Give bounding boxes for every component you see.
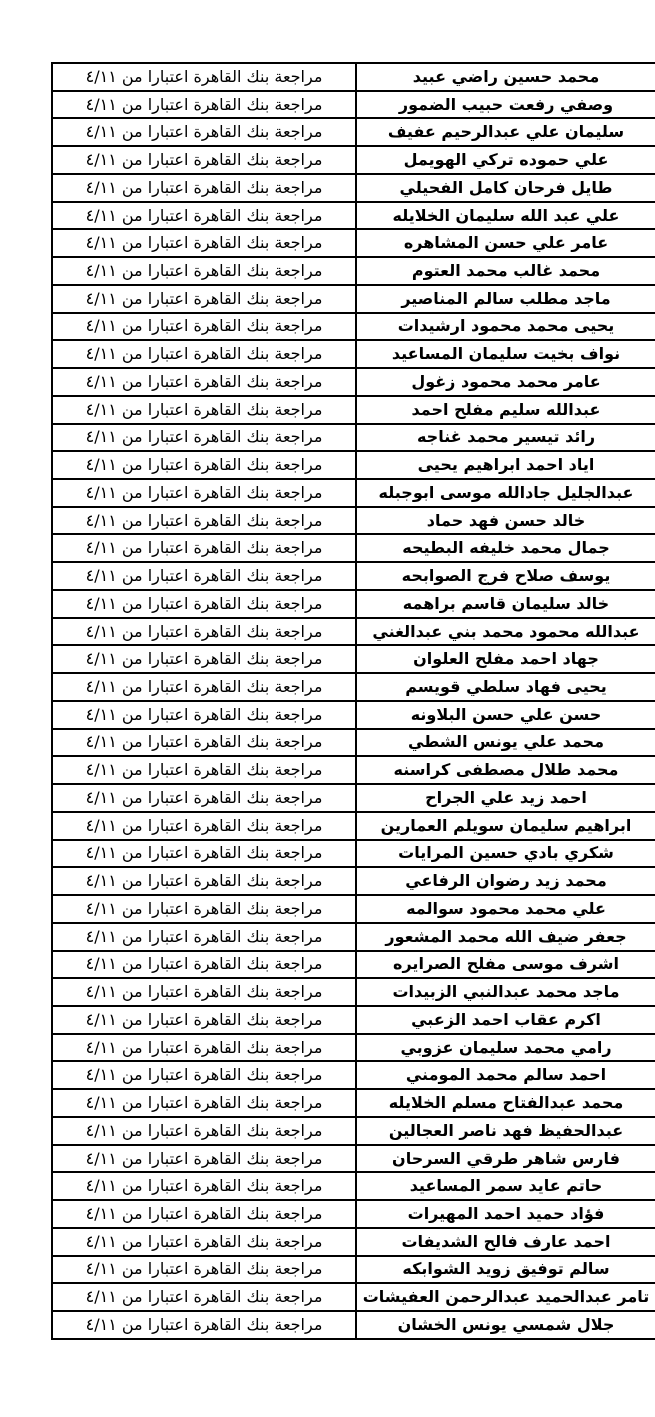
- table-row: [52, 1089, 655, 1117]
- person-name-cell: احمد سالم محمد المومني: [356, 1061, 655, 1089]
- person-name-cell: اياد احمد ابراهيم يحيى: [356, 451, 655, 479]
- person-name-cell: فؤاد حميد احمد المهيرات: [356, 1200, 655, 1228]
- review-note-cell: مراجعة بنك القاهرة اعتبارا من ٤/١١: [52, 645, 356, 673]
- review-note-cell: مراجعة بنك القاهرة اعتبارا من ٤/١١: [52, 1006, 356, 1034]
- person-name-cell: طايل فرحان كامل الفحيلي: [356, 174, 655, 202]
- review-note-cell: مراجعة بنك القاهرة اعتبارا من ٤/١١: [52, 257, 356, 285]
- person-name-cell: تامر عبدالحميد عبدالرحمن العفيشات: [356, 1283, 655, 1311]
- person-name-cell: وصفي رفعت حبيب الضمور: [356, 91, 655, 119]
- table-row: [52, 867, 655, 895]
- review-note-cell: مراجعة بنك القاهرة اعتبارا من ٤/١١: [52, 895, 356, 923]
- person-name-cell: شكري بادي حسين المرايات: [356, 840, 655, 868]
- person-name-cell: عبدالحفيظ فهد ناصر العجالين: [356, 1117, 655, 1145]
- person-name-cell: رائد تيسير محمد غناجه: [356, 424, 655, 452]
- person-name-cell: سالم توفيق زويد الشوابكه: [356, 1256, 655, 1284]
- table-row: [52, 1034, 655, 1062]
- person-name-cell: جعفر ضيف الله محمد المشعور: [356, 923, 655, 951]
- review-note-cell: مراجعة بنك القاهرة اعتبارا من ٤/١١: [52, 756, 356, 784]
- review-note-cell: مراجعة بنك القاهرة اعتبارا من ٤/١١: [52, 63, 356, 91]
- person-name-cell: حاتم عايد سمر المساعيد: [356, 1172, 655, 1200]
- review-note-cell: مراجعة بنك القاهرة اعتبارا من ٤/١١: [52, 479, 356, 507]
- table-row: [52, 1256, 655, 1284]
- review-note-cell: مراجعة بنك القاهرة اعتبارا من ٤/١١: [52, 562, 356, 590]
- person-name-cell: فارس شاهر طرقي السرحان: [356, 1145, 655, 1173]
- table-row: [52, 618, 655, 646]
- review-note-cell: مراجعة بنك القاهرة اعتبارا من ٤/١١: [52, 590, 356, 618]
- person-name-cell: يوسف صلاح فرج الصوابحه: [356, 562, 655, 590]
- person-name-cell: سليمان علي عبدالرحيم عفيف: [356, 118, 655, 146]
- review-note-cell: مراجعة بنك القاهرة اعتبارا من ٤/١١: [52, 368, 356, 396]
- person-name-cell: عبدالجليل جادالله موسى ابوجبله: [356, 479, 655, 507]
- table-row: [52, 923, 655, 951]
- table-row: [52, 812, 655, 840]
- table-row: [52, 63, 655, 91]
- review-note-cell: مراجعة بنك القاهرة اعتبارا من ٤/١١: [52, 951, 356, 979]
- table-row: [52, 91, 655, 119]
- table-row: [52, 645, 655, 673]
- review-note-cell: مراجعة بنك القاهرة اعتبارا من ٤/١١: [52, 812, 356, 840]
- review-note-cell: مراجعة بنك القاهرة اعتبارا من ٤/١١: [52, 451, 356, 479]
- review-note-cell: مراجعة بنك القاهرة اعتبارا من ٤/١١: [52, 146, 356, 174]
- table-row: [52, 534, 655, 562]
- review-note-cell: مراجعة بنك القاهرة اعتبارا من ٤/١١: [52, 424, 356, 452]
- table-row: [52, 1145, 655, 1173]
- person-name-cell: عامر علي حسن المشاهره: [356, 229, 655, 257]
- table-row: [52, 451, 655, 479]
- table-row: [52, 701, 655, 729]
- review-note-cell: مراجعة بنك القاهرة اعتبارا من ٤/١١: [52, 923, 356, 951]
- table-row: [52, 590, 655, 618]
- person-name-cell: عبدالله سليم مفلح احمد: [356, 396, 655, 424]
- table-row: [52, 396, 655, 424]
- table-row: [52, 1117, 655, 1145]
- person-name-cell: محمد زيد رضوان الرفاعي: [356, 867, 655, 895]
- table-row: [52, 285, 655, 313]
- table-row: [52, 756, 655, 784]
- table-row: [52, 729, 655, 757]
- table-row: [52, 673, 655, 701]
- table-row: [52, 507, 655, 535]
- person-name-cell: ابراهيم سليمان سويلم العمارين: [356, 812, 655, 840]
- person-name-cell: محمد علي يونس الشطي: [356, 729, 655, 757]
- table-row: [52, 1006, 655, 1034]
- table-row: [52, 340, 655, 368]
- person-name-cell: جلال شمسي يونس الخشان: [356, 1311, 655, 1339]
- table-row: [52, 562, 655, 590]
- review-note-cell: مراجعة بنك القاهرة اعتبارا من ٤/١١: [52, 396, 356, 424]
- table-row: [52, 1172, 655, 1200]
- table-row: [52, 951, 655, 979]
- table-row: [52, 479, 655, 507]
- review-note-cell: مراجعة بنك القاهرة اعتبارا من ٤/١١: [52, 1200, 356, 1228]
- review-note-cell: مراجعة بنك القاهرة اعتبارا من ٤/١١: [52, 91, 356, 119]
- person-name-cell: ماجد مطلب سالم المناصير: [356, 285, 655, 313]
- table-row: [52, 257, 655, 285]
- review-note-cell: مراجعة بنك القاهرة اعتبارا من ٤/١١: [52, 978, 356, 1006]
- person-name-cell: احمد عارف فالح الشديفات: [356, 1228, 655, 1256]
- table-row: [52, 146, 655, 174]
- person-name-cell: محمد غالب محمد العتوم: [356, 257, 655, 285]
- person-name-cell: خالد حسن فهد حماد: [356, 507, 655, 535]
- review-note-cell: مراجعة بنك القاهرة اعتبارا من ٤/١١: [52, 118, 356, 146]
- review-note-cell: مراجعة بنك القاهرة اعتبارا من ٤/١١: [52, 1061, 356, 1089]
- table-row: [52, 174, 655, 202]
- person-name-cell: ماجد محمد عبدالنبي الزبيدات: [356, 978, 655, 1006]
- person-name-cell: علي حموده تركي الهويمل: [356, 146, 655, 174]
- review-note-cell: مراجعة بنك القاهرة اعتبارا من ٤/١١: [52, 1311, 356, 1339]
- bank-review-table: [51, 62, 655, 1340]
- person-name-cell: عبدالله محمود محمد بني عبدالغني: [356, 618, 655, 646]
- review-note-cell: مراجعة بنك القاهرة اعتبارا من ٤/١١: [52, 701, 356, 729]
- person-name-cell: احمد زيد علي الجراح: [356, 784, 655, 812]
- person-name-cell: خالد سليمان قاسم براهمه: [356, 590, 655, 618]
- review-note-cell: مراجعة بنك القاهرة اعتبارا من ٤/١١: [52, 507, 356, 535]
- person-name-cell: رامي محمد سليمان عزوبي: [356, 1034, 655, 1062]
- person-name-cell: جمال محمد خليفه البطيحه: [356, 534, 655, 562]
- review-note-cell: مراجعة بنك القاهرة اعتبارا من ٤/١١: [52, 285, 356, 313]
- review-note-cell: مراجعة بنك القاهرة اعتبارا من ٤/١١: [52, 867, 356, 895]
- review-note-cell: مراجعة بنك القاهرة اعتبارا من ٤/١١: [52, 618, 356, 646]
- person-name-cell: محمد طلال مصطفى كراسنه: [356, 756, 655, 784]
- table-row: [52, 229, 655, 257]
- review-note-cell: مراجعة بنك القاهرة اعتبارا من ٤/١١: [52, 174, 356, 202]
- review-note-cell: مراجعة بنك القاهرة اعتبارا من ٤/١١: [52, 784, 356, 812]
- table-row: [52, 313, 655, 341]
- table-row: [52, 1200, 655, 1228]
- review-note-cell: مراجعة بنك القاهرة اعتبارا من ٤/١١: [52, 1117, 356, 1145]
- review-note-cell: مراجعة بنك القاهرة اعتبارا من ٤/١١: [52, 729, 356, 757]
- review-note-cell: مراجعة بنك القاهرة اعتبارا من ٤/١١: [52, 1256, 356, 1284]
- person-name-cell: عامر محمد محمود زغول: [356, 368, 655, 396]
- person-name-cell: نواف بخيت سليمان المساعيد: [356, 340, 655, 368]
- person-name-cell: محمد حسين راضي عبيد: [356, 63, 655, 91]
- review-note-cell: مراجعة بنك القاهرة اعتبارا من ٤/١١: [52, 202, 356, 230]
- review-note-cell: مراجعة بنك القاهرة اعتبارا من ٤/١١: [52, 840, 356, 868]
- table-row: [52, 118, 655, 146]
- table-row: [52, 784, 655, 812]
- table-row: [52, 368, 655, 396]
- person-name-cell: يحيى محمد محمود ارشيدات: [356, 313, 655, 341]
- review-note-cell: مراجعة بنك القاهرة اعتبارا من ٤/١١: [52, 1228, 356, 1256]
- person-name-cell: محمد عبدالفتاح مسلم الخلايله: [356, 1089, 655, 1117]
- table-row: [52, 895, 655, 923]
- review-note-cell: مراجعة بنك القاهرة اعتبارا من ٤/١١: [52, 1089, 356, 1117]
- table-row: [52, 424, 655, 452]
- table-row: [52, 1311, 655, 1339]
- table-body: [52, 63, 655, 1339]
- review-note-cell: مراجعة بنك القاهرة اعتبارا من ٤/١١: [52, 534, 356, 562]
- person-name-cell: حسن علي حسن البلاونه: [356, 701, 655, 729]
- table-row: [52, 1061, 655, 1089]
- person-name-cell: اشرف موسى مفلح الصرايره: [356, 951, 655, 979]
- table-row: [52, 978, 655, 1006]
- person-name-cell: يحيى فهاد سلطي قويسم: [356, 673, 655, 701]
- review-note-cell: مراجعة بنك القاهرة اعتبارا من ٤/١١: [52, 1283, 356, 1311]
- table-row: [52, 1228, 655, 1256]
- review-note-cell: مراجعة بنك القاهرة اعتبارا من ٤/١١: [52, 673, 356, 701]
- person-name-cell: جهاد احمد مفلح العلوان: [356, 645, 655, 673]
- person-name-cell: علي عبد الله سليمان الخلايله: [356, 202, 655, 230]
- person-name-cell: علي محمد محمود سوالمه: [356, 895, 655, 923]
- table-row: [52, 1283, 655, 1311]
- person-name-cell: اكرم عقاب احمد الزعبي: [356, 1006, 655, 1034]
- review-note-cell: مراجعة بنك القاهرة اعتبارا من ٤/١١: [52, 1145, 356, 1173]
- review-note-cell: مراجعة بنك القاهرة اعتبارا من ٤/١١: [52, 1034, 356, 1062]
- review-note-cell: مراجعة بنك القاهرة اعتبارا من ٤/١١: [52, 340, 356, 368]
- review-note-cell: مراجعة بنك القاهرة اعتبارا من ٤/١١: [52, 313, 356, 341]
- table-row: [52, 202, 655, 230]
- review-note-cell: مراجعة بنك القاهرة اعتبارا من ٤/١١: [52, 229, 356, 257]
- review-note-cell: مراجعة بنك القاهرة اعتبارا من ٤/١١: [52, 1172, 356, 1200]
- table-row: [52, 840, 655, 868]
